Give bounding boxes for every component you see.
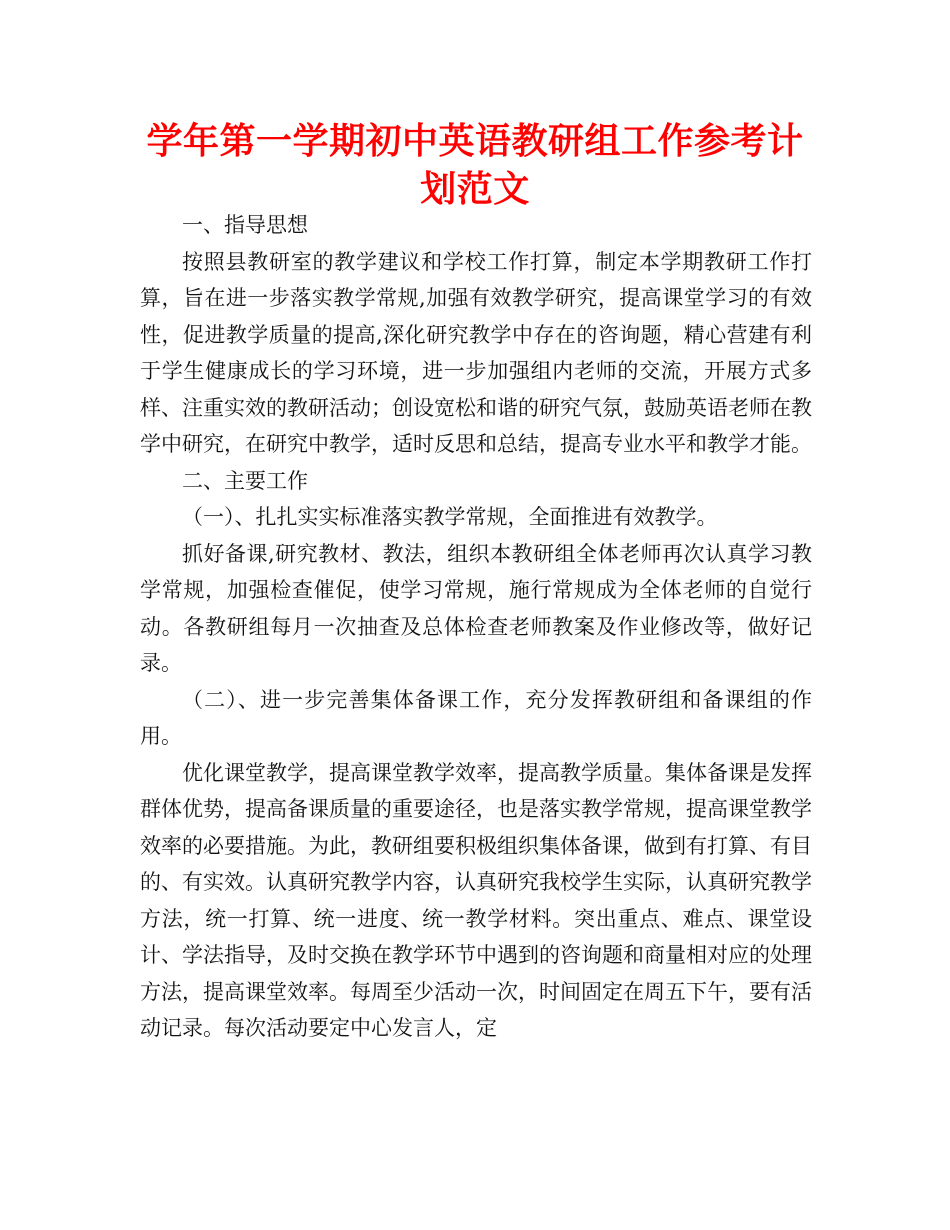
paragraph-guiding-ideology: 按照县教研室的教学建议和学校工作打算，制定本学期教研工作打算，旨在进一步落实教学常规,加强有效教学研究，提高课堂学习的有效性，促进教学质量的提高,深化研究教学中存在的咨询题，精心营建有利于学生健康成长的学习环境，进一步加强组内老师的交流，开展方式多样、注重实效的教研活动；创设宽松和谐的研究气氛，鼓励英语老师在教学中研究，在研究中教学，适时反思和总结，提高专业水平和教学才能。 xyxy=(140,249,812,456)
subheading-teaching-routine: （一）、扎扎实实标准落实教学常规，全面推进有效教学。 xyxy=(182,505,718,529)
heading-main-work: 二、主要工作 xyxy=(182,468,308,493)
document-title: 学年第一学期初中英语教研组工作参考计划范文 xyxy=(146,121,804,210)
paragraph-classroom-teaching: 优化课堂教学，提高课堂教学效率，提高教学质量。集体备课是发挥群体优势，提高备课质量的重要途径，也是落实教学常规，提高课堂教学效率的必要措施。为此，教研组要积极组织集体备课，做到有打算、有目的、有实效。认真研究教学内容，认真研究我校学生实际，认真研究教学方法，统一打算、统一进度、统一教学材料。突出重点、难点、课堂设计、学法指导，及时交换在教学环节中遇到的咨询题和商量相对应的处理方法，提高课堂效率。每周至少活动一次，时间固定在周五下午，要有活动记录。每次活动要定中心发言人，定 xyxy=(140,760,812,1040)
subheading-collective-preparation: （二）、进一步完善集体备课工作，充分发挥教研组和备课组的作用。 xyxy=(140,687,812,748)
paragraph-lesson-preparation: 抓好备课,研究教材、教法，组织本教研组全体老师再次认真学习教学常规，加强检查催促，使学习常规，施行常规成为全体老师的自觉行动。各教研组每月一次抽查及总体检查老师教案及作业修改等，做好记录。 xyxy=(140,541,812,675)
heading-guiding-ideology: 一、指导思想 xyxy=(182,213,308,237)
document-body xyxy=(140,207,812,1047)
